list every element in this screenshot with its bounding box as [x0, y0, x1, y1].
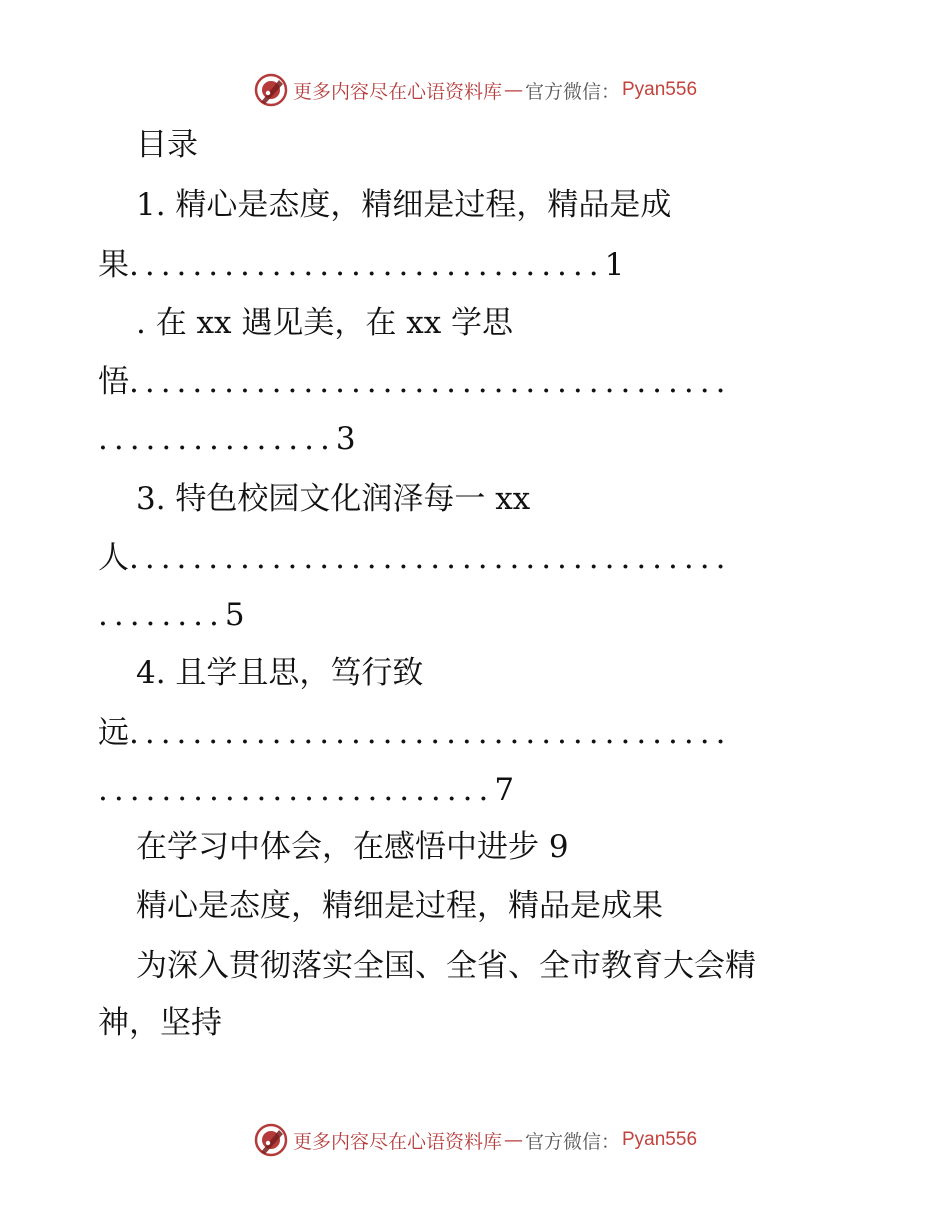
toc-item-3-cont	[98, 586, 843, 644]
pen-logo-icon	[253, 72, 289, 108]
toc-title: 目录	[136, 127, 198, 163]
toc-item-2-head: . 在 xx 遇见美，在 xx 学思	[136, 305, 514, 341]
pen-logo-icon	[253, 1122, 289, 1158]
banner-wechat-label: 官方微信：	[524, 80, 620, 103]
paragraph-line-2: 神，坚持	[98, 1005, 222, 1041]
banner-text: 更多内容尽在心语资料库	[292, 80, 502, 103]
toc-leader-dots: ......................................	[129, 364, 732, 400]
banner-text: 更多内容尽在心语资料库	[292, 1130, 502, 1153]
toc-leader-dots: .........................	[98, 772, 495, 808]
footer-banner	[0, 1120, 950, 1160]
toc-item-3-tail-text: 人	[98, 540, 129, 576]
header-banner	[0, 70, 950, 110]
toc-item-2-cont	[98, 410, 843, 468]
toc-item-1-tail	[98, 236, 843, 294]
toc-item-2-tail-text: 悟	[98, 364, 129, 400]
toc-leader-dots: ...............	[98, 421, 336, 457]
toc-item-2-page: 3	[335, 421, 356, 457]
banner-dash: —	[503, 1129, 523, 1151]
toc-item-1-head: 1. 精心是态度，精细是过程，精品是成	[136, 187, 672, 223]
section-heading: 精心是态度，精细是过程，精品是成果	[136, 888, 663, 924]
toc-item-3-tail	[98, 529, 843, 587]
toc-item-3-page: 5	[224, 597, 245, 633]
toc-item-2-tail	[98, 353, 843, 411]
toc-item-4-tail-text: 远	[98, 715, 129, 751]
toc-leader-dots: ......................................	[129, 540, 732, 576]
toc-leader-dots: ......................................	[129, 715, 732, 751]
banner-wechat-id: Pyan556	[622, 1129, 698, 1150]
toc-leader-dots: ..............................	[129, 247, 605, 283]
toc-leader-dots: ........	[98, 597, 225, 633]
toc-item-4-tail	[98, 704, 843, 762]
toc-item-5: 在学习中体会，在感悟中进步 9	[136, 829, 569, 865]
banner-dash: —	[503, 79, 523, 101]
toc-item-4-head: 4. 且学且思，笃行致	[136, 655, 424, 691]
paragraph-line-1: 为深入贯彻落实全国、全省、全市教育大会精	[136, 948, 756, 984]
toc-item-4-page: 7	[494, 772, 515, 808]
toc-item-3-head: 3. 特色校园文化润泽每一 xx	[136, 481, 531, 517]
toc-item-1-page: 1	[604, 247, 625, 283]
toc-item-1-tail-text: 果	[98, 247, 129, 283]
banner-wechat-label: 官方微信：	[524, 1130, 620, 1153]
banner-wechat-id: Pyan556	[622, 79, 698, 100]
toc-item-4-cont	[98, 761, 843, 819]
